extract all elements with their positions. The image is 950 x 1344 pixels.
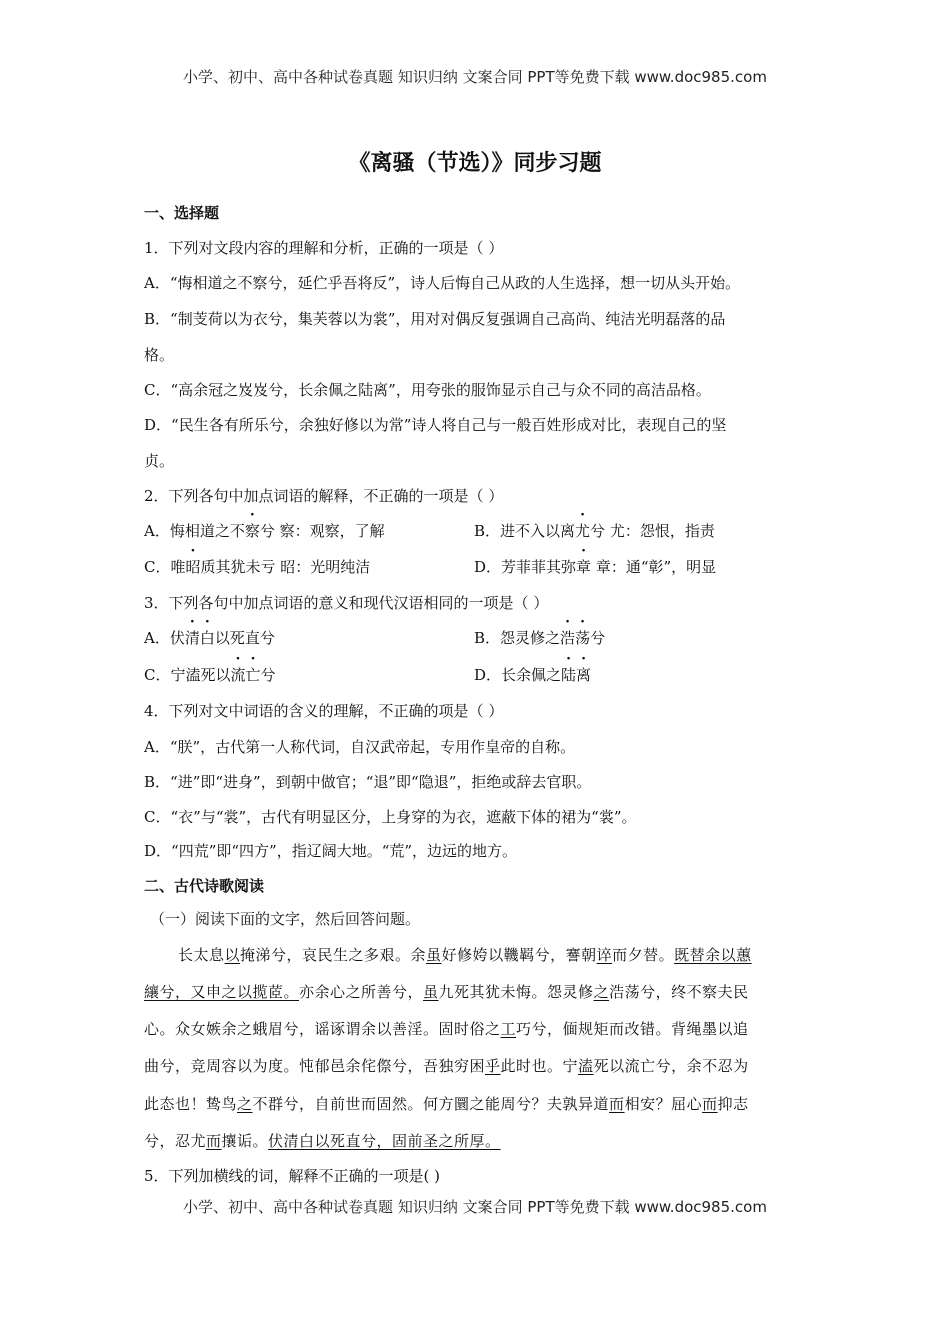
q4-stem: 4．下列对文中词语的含义的理解，不正确的项是（ ）	[144, 702, 504, 720]
passage-line-4	[144, 1056, 749, 1076]
q2-d-text: D．芳菲菲其弥	[474, 558, 577, 576]
q1-option-d-cont: 贞。	[144, 452, 175, 470]
q2-b-text: 兮 尤：怨恨，指责	[590, 522, 715, 540]
passage-text: 曲兮，竞周容以为度。忳郁邑余侘傺兮，吾独穷困	[144, 1057, 486, 1075]
q2-a-text: 兮 察：观察，了解	[259, 522, 385, 540]
dotted-word: 尤	[575, 522, 591, 540]
passage-text: 相安？屈心	[624, 1095, 703, 1113]
passage-text: 兮，忍尤	[144, 1132, 207, 1150]
q3-c-text: C．宁溘死以	[144, 666, 231, 684]
passage-line-6	[144, 1131, 501, 1151]
dotted-word: 流	[230, 666, 246, 684]
q1-option-a: A．“悔相道之不察兮，延伫乎吾将反”，诗人后悔自己从政的人生选择，想一切从头开始。	[144, 274, 741, 292]
underlined-sentence: 纕兮，又申之以揽茝。	[144, 983, 300, 1001]
dotted-word: 浩	[560, 629, 576, 647]
section-poetry-heading: 二、古代诗歌阅读	[144, 877, 265, 895]
q3-option-d	[474, 665, 591, 685]
passage-text: 巧兮，偭规矩而改错。背绳墨以追	[516, 1020, 749, 1038]
underlined-word: 乎	[485, 1057, 501, 1075]
underlined-sentence: 既替余以蕙	[674, 946, 752, 964]
passage-text: 而夕替。	[612, 946, 675, 964]
q3-c-text: 兮	[260, 666, 276, 684]
passage-text: 此态也！鸷鸟	[144, 1095, 238, 1113]
q1-stem: 1．下列对文段内容的理解和分析，正确的一项是（ ）	[144, 239, 504, 257]
dotted-word: 章	[576, 558, 592, 576]
q3-option-a	[144, 628, 275, 648]
passage-text: 九死其犹未悔。怨灵修	[438, 983, 594, 1001]
q2-option-b	[474, 521, 715, 541]
underlined-word: 溘	[578, 1057, 594, 1075]
q2-option-c	[144, 557, 370, 577]
q2-stem: 2．下列各句中加点词语的解释，不正确的一项是（ ）	[144, 487, 504, 505]
page-header: 小学、初中、高中各种试卷真题 知识归纳 文案合同 PPT等免费下载 www.doc985.com	[183, 68, 767, 86]
q1-option-c: C．“高余冠之岌岌兮，长余佩之陆离”，用夸张的服饰显示自己与众不同的高洁品格。	[144, 381, 711, 399]
passage-text: 好修姱以鞿羁兮，謇朝	[441, 946, 597, 964]
q2-c-text: 质其犹未亏 昭：光明纯洁	[200, 558, 371, 576]
underlined-word: 而	[702, 1095, 718, 1113]
passage-line-5	[144, 1094, 749, 1114]
q3-b-text: B．怨灵修之	[474, 629, 561, 647]
q1-option-d: D．“民生各有所乐兮，余独好修以为常”诗人将自己与一般百姓形成对比，表现自己的坚	[144, 416, 727, 434]
underlined-word: 谇	[596, 946, 613, 964]
passage-line-3	[144, 1019, 749, 1039]
dotted-word: 清	[184, 629, 200, 647]
q4-option-c: C．“衣”与“裳”，古代有明显区分，上身穿的为衣，遮蔽下体的裙为“裳”。	[144, 808, 637, 826]
underlined-word: 虽	[423, 983, 439, 1001]
dotted-word: 离	[576, 666, 592, 684]
passage-text: 浩荡兮，终不察夫民	[609, 983, 749, 1001]
q3-b-text: 兮	[590, 629, 606, 647]
q2-a-text: A．悔相道之不	[144, 522, 245, 540]
underlined-word: 而	[206, 1132, 222, 1150]
underlined-word: 而	[609, 1095, 625, 1113]
passage-instruction: （一）阅读下面的文字，然后回答问题。	[150, 910, 421, 928]
q3-a-text: 以死直兮	[214, 629, 275, 647]
q1-option-b-cont: 格。	[144, 346, 175, 364]
q2-d-text: 章：通“彰”，明显	[591, 558, 717, 576]
dotted-word: 荡	[575, 629, 591, 647]
q4-option-a: A．“朕”，古代第一人称代词，自汉武帝起，专用作皇帝的自称。	[144, 738, 576, 756]
dotted-word: 白	[199, 629, 215, 647]
passage-text: 死以流亡兮，余不忍为	[593, 1057, 749, 1075]
dotted-word: 陆	[561, 666, 577, 684]
page-footer: 小学、初中、高中各种试卷真题 知识归纳 文案合同 PPT等免费下载 www.doc985.com	[183, 1198, 767, 1216]
passage-line-2	[144, 982, 749, 1002]
q3-option-b	[474, 628, 605, 648]
q5-stem: 5．下列加横线的词，解释不正确的一项是( )	[144, 1167, 441, 1185]
q3-stem: 3．下列各句中加点词语的意义和现代汉语相同的一项是（ ）	[144, 594, 549, 612]
underlined-word: 工	[500, 1020, 517, 1038]
passage-text: 此时也。宁	[500, 1057, 579, 1075]
underlined-word: 之	[237, 1095, 253, 1113]
underlined-sentence: 伏清白以死直兮，固前圣之所厚。	[268, 1132, 501, 1150]
q4-option-b: B．“进”即“进身”，到朝中做官；“退”即“隐退”，拒绝或辞去官职。	[144, 773, 592, 791]
q1-option-b: B．“制芰荷以为衣兮，集芙蓉以为裳”，用对对偶反复强调自己高尚、纯洁光明磊落的品	[144, 310, 726, 328]
dotted-word: 察	[244, 522, 260, 540]
dotted-word: 亡	[245, 666, 261, 684]
passage-text: 抑志	[717, 1095, 749, 1113]
passage-text: 不群兮，自前世而固然。何方圜之能周兮？夫孰异道	[252, 1095, 610, 1113]
underlined-word: 以	[224, 946, 241, 964]
passage-line-1	[178, 945, 752, 965]
dotted-word: 昭	[185, 558, 201, 576]
passage-text: 长太息	[178, 946, 225, 964]
section-choice-heading: 一、选择题	[144, 204, 220, 222]
q3-option-c	[144, 665, 276, 685]
passage-text: 心。众女嫉余之蛾眉兮，谣诼谓余以善淫。固时俗之	[144, 1020, 501, 1038]
q4-option-d: D．“四荒”即“四方”，指辽阔大地。“荒”，边远的地方。	[144, 842, 518, 860]
q2-c-text: C．唯	[144, 558, 186, 576]
passage-text: 亦余心之所善兮，	[299, 983, 424, 1001]
underlined-word: 之	[593, 983, 610, 1001]
passage-text: 掩涕兮，哀民生之多艰。余	[240, 946, 427, 964]
q3-a-text: A．伏	[144, 629, 185, 647]
passage-text: 攘诟。	[221, 1132, 269, 1150]
q2-option-d	[474, 557, 716, 577]
underlined-word: 虽	[426, 946, 442, 964]
q2-option-a	[144, 521, 385, 541]
page-title: 《离骚（节选）》同步习题	[348, 150, 602, 176]
q2-b-text: B．进不入以离	[474, 522, 576, 540]
q3-d-text: D．长余佩之	[474, 666, 562, 684]
